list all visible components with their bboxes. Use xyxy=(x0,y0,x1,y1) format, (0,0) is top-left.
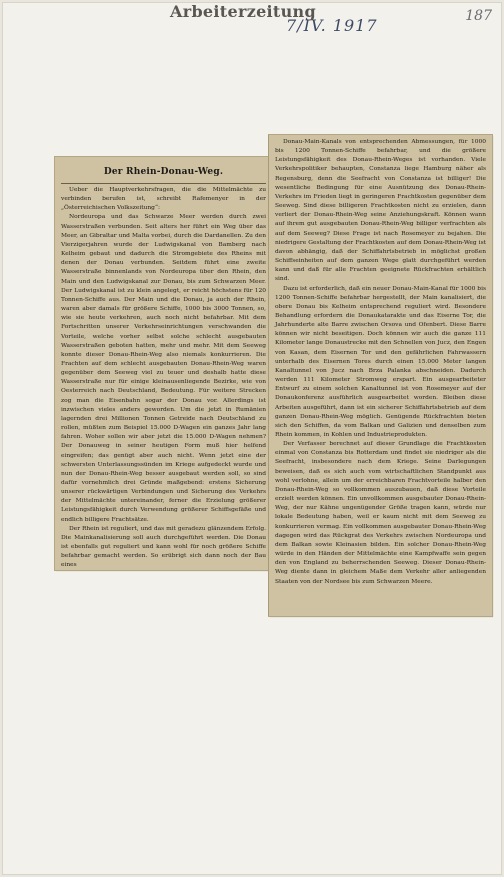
clipping-left-column xyxy=(55,157,272,570)
column-divider xyxy=(268,135,269,616)
right-column-text xyxy=(275,135,486,587)
article-title: Der Rhein-Donau-Weg. xyxy=(103,167,224,177)
paragraph: Der Verfasser berechnet auf dieser Grundlage die Frachtkosten einmal von Constanza bis Rotterdam und findet sie niedriger als die Seefracht, insbesondere nach dem Kriege. Seine Darlegungen beweisen, daß es sich auch vom wirtschaftlichen Standpunkt aus wohl verlohne, allein um der erreichbaren Frachtvorteile halber den Donau-Rhein-Weg so vollkommen auszubauen, daß diese Vorteile erzielt werden können. Ein unvollkommen ausgebauter Donau-Rhein-Weg, der nur Kähne ungenügender Größe tragen kann, würde nur lokale Bedeutung haben, weil er kaum nicht mit dem Seeweg zu konkurrieren vermag. Ein vollkommen ausgebauter Donau-Rhein-Weg dagegen wird das Rückgrat des Verkehrs zwischen Nordeuropa und dem Balkan sowie Kleinasien bilden. Ein solcher Donau-Rhein-Weg würde in den Händen der Mittelmächte eine Kampfwaffe sein gegen den von England zu beherrschenden Seeweg. Dieser Donau-Rhein-Weg diente dann in gleichem Maße dem Verkehr aller anliegenden Staaten von der Nordsee bis zum Schwarzen Meere. xyxy=(275,441,486,585)
title-rule xyxy=(61,183,266,184)
folio-number: 187 xyxy=(465,8,492,24)
paragraph: Donau-Main-Kanals von entsprechenden Abmessungen, für 1000 bis 1200 Tonnen-Schiffe befahrbar, und die größere Leistungsfähigkeit des Donau-Rhein-Weges ist vorhanden. Viele Verkehrspolitiker behaupten, Constanza liege Hamburg näher als Regensburg, denn die Seefracht von Constanza ist billiger! Die wesentliche Bedingung für eine Ausnützung des Donau-Rhein-Verkehrs im Frieden liegt in geringeren Frachtkosten gegenüber dem Seeweg. Sind diese billigeren Frachtkosten nicht zu erzielen, dann verliert der Donau-Rhein-Weg seine Anziehungskraft. Können wann auf ihrem gut ausgebauten Donau-Rhein-Weg billiger verfrachten als auf dem Seeweg? Diese Frage ist nach Rosemeyer zu bejahen. Die niedrigere Gestaltung der Frachtkosten auf dem Donau-Rhein-Weg ist davon abhängig, daß der Schiffahrtsbetrieb in möglichst großen Schiffseinheiten auf dem ganzen Wege glatt durchgeführt werden kann und daß für alle Frachten geeignete Rückfrachten erhältlich sind. xyxy=(275,139,486,283)
paragraph: Dazu ist erforderlich, daß ein neuer Donau-Main-Kanal für 1000 bis 1200 Tonnen-Schiffe befahrbar hergestellt, der Main kanalisiert, die obere Donau bis Kelheim entsprechend reguliert wird. Besondere Behandlung erfordern die Donaukatarakte und das Eiserne Tor, die Jahrhunderte alte Barre zwischen Orsova und Ofenbert. Diese Barre können wir nicht beseitigen. Doch können wir auch die ganze 111 Kilometer lange Donaustrecke mit den Schnellen von Jucz, den Engen von Kasan, dem Eisernen Tor und den gefährlichen Fahrwassern unterhalb des Eisernen Tores durch einen 15.000 Meter langen Kanaltunnel von Jucz nach Brza Palanka abschneiden. Dadurch werden 111 Kilometer Stromweg erspart. Ein ausgearbeiteter Entwurf zu einem solchen Kanaltunnel ist von Rosemeyer auf der Donaukonferenz ausführlich ausgearbeitet worden. Bleiben diese Arbeiten ausgeführt, dann ist ein sicherer Schiffahrtsbetrieb auf dem ganzen Donau-Rhein-Weg möglich. Genügende Rückfrachten bieten sich den Schiffen, da vom Balkan und Galizien und denselben zum Rhein kommen, in Kohlen und Industrieprodukten. xyxy=(275,285,486,438)
handwritten-date: 7/IV. 1917 xyxy=(286,16,378,35)
clipping-right-column xyxy=(269,135,492,616)
newspaper-name: Arbeiterzeitung xyxy=(170,2,316,21)
paragraph: Nordeuropa und das Schwarze Meer werden durch zwei Wasserstraßen verbunden. Seit alters her führt ein Weg über das Meer, an Gibraltar und Malta vorbei, durch die Dardanellen. Zu den Vierzigerjahren wurde der Ludwigskanal von Bamberg nach Kelheim gebaut und dadurch die Stromgebiete des Rheins mit denen der Donau verbunden. Seitdem führt eine zweite Wasserstraße binnenlands von Nordeuropa über den Rhein, den Main und den Ludwigskanal zur Donau, bis zum Schwarzen Meer. Der Ludwigskanal ist zu klein angelegt, er reicht höchstens für 120 Tonnen-Schiffe aus. Der Main und die Donau, ja auch der Rhein, waren aber damals für größere Schiffe, 1000 bis 3000 Tonnen, so, wie sie heute verkehren, auch noch nicht befahrbar. Mit dem Fortschritten unserer Verkehrseinrichtungen verschwanden die Vorteile, welche vorher selbst solche schlecht ausgebauten Wasserstraßen geboten hatten, mehr und mehr. Mit dem Seeweg konnte dieser Donau-Rhein-Weg also niemals konkurrieren. Die Frachten auf dem schlecht ausgebauten Donau-Rhein-Weg waren gegenüber dem Seeweg viel zu teuer und deshalb hatte diese Wasserstraße nur für einige kleinausenliegende Bezirke, wie von Oesterreich nach Deutschland, Bedeutung. Für weitere Strecken zog man die Eisenbahn sogar der Donau vor. Allerdings ist inzwischen vieles anders geworden. Um die jetzt in Rumänien lagernden drei Millionen Tonnen Getreide nach Deutschland zu rollen, müßten zum Beispiel 15.000 D-Wagen ein ganzes Jahr lang fahren. Woher sollen wir aber jetzt die 15.000 D-Wagen nehmen? Der Donauweg in seiner heutigen Form muß hier helfend eingreifen; das genügt aber auch nicht. Wenn jetzt eine der schwersten Unterlassungssünden im Kriege aufgedeckt wurde und nun der Donau-Rhein-Weg besser ausgebaut werden soll, so sind dafür vornehmlich drei Gründe maßgebend: erstens Sicherung unserer rückwärtigen Verbindungen und Sicherung des Verkehrs der Mittelmächte untereinander, ferner die Erzielung größerer Leistungsfähigkeit durch Verwendung größerer Schiffsgefäße und endlich billigere Frachtsätze. xyxy=(61,214,266,523)
left-column-text xyxy=(61,186,266,570)
paragraph: Der Rhein ist reguliert, und das mit geradezu glänzendem Erfolg. Die Mainkanalisierung soll auch durchgeführt werden. Die Donau ist ebenfalls gut reguliert und kann wohl für noch größere Schiffe befahrbar gemacht werden. So erübrigt sich dann noch der Bau eines xyxy=(61,525,266,569)
archive-sheet xyxy=(2,2,502,875)
paragraph: Ueber die Hauptverkehrsfragen, die die Mittelmächte zu verbinden berufen ist, schreibt Rafemenyer in der „Österreichischen Volkszeitung“: xyxy=(61,187,266,212)
